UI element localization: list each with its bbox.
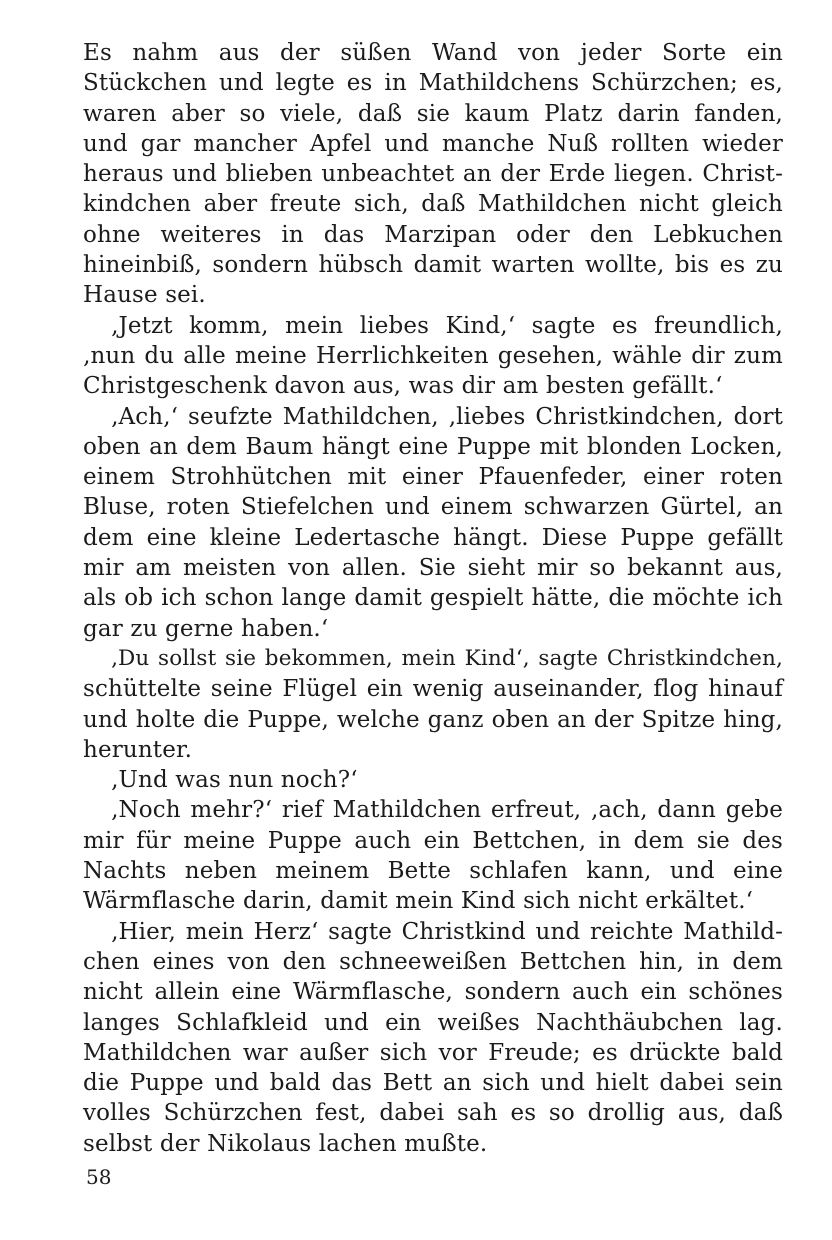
paragraph-6 (83, 795, 783, 916)
body-text (83, 38, 783, 1159)
paragraph-3 (83, 402, 783, 644)
text-line: Nachts neben meinem Bette schlafen kann, und eine (83, 858, 783, 885)
text-line: hineinbiß, sondern hübsch damit warten wollte, bis es zu (83, 252, 783, 279)
text-line: Stückchen und legte es in Mathildchens Schürzchen; es, (83, 70, 783, 97)
text-line: volles Schürzchen fest, dabei sah es so drollig aus, daß (83, 1100, 783, 1127)
text-line: als ob ich schon lange damit gespielt hätte, die möchte ich (83, 585, 783, 612)
text-line: heraus und blieben unbeachtet an der Erde liegen. Christ- (83, 161, 783, 188)
text-line: einem Strohhütchen mit einer Pfauenfeder, einer roten (83, 464, 783, 491)
text-line: ‚Du sollst sie bekommen, mein Kind‘, sagte Christkindchen, (111, 645, 783, 671)
text-line: oben an dem Baum hängt eine Puppe mit blonden Locken, (83, 433, 783, 460)
text-line: kindchen aber freute sich, daß Mathildchen nicht gleich (83, 191, 783, 218)
paragraph-2 (83, 311, 783, 402)
text-line: ‚Hier, mein Herz‘ sagte Christkind und reichte Mathild- (111, 918, 783, 945)
text-line: schüttelte seine Flügel ein wenig auseinander, flog hinauf (83, 676, 783, 703)
text-line: Mathildchen war außer sich vor Freude; es drückte bald (83, 1039, 783, 1066)
text-line: ‚Jetzt komm, mein liebes Kind,‘ sagte es freundlich, (111, 312, 783, 339)
text-line: Wärmflasche darin, damit mein Kind sich nicht erkältet.‘ (83, 888, 754, 915)
text-line: Es nahm aus der süßen Wand von jeder Sorte ein (83, 40, 783, 66)
text-line: ohne weiteres in das Marzipan oder den Lebkuchen (83, 221, 783, 248)
paragraph-7 (83, 917, 783, 1159)
text-line: gar zu gerne haben.‘ (83, 615, 329, 642)
text-line: Hause sei. (83, 282, 206, 309)
text-line: mir für meine Puppe auch ein Bettchen, in dem sie des (83, 827, 783, 854)
text-line: langes Schlafkleid und ein weißes Nachthäubchen lag. (83, 1009, 783, 1036)
paragraph-5 (83, 765, 783, 795)
text-line: selbst der Nikolaus lachen mußte. (83, 1130, 488, 1157)
text-line: Bluse, roten Stiefelchen und einem schwarzen Gürtel, an (83, 494, 783, 521)
text-line: mir am meisten von allen. Sie sieht mir so bekannt aus, (83, 555, 783, 582)
text-line: dem eine kleine Ledertasche hängt. Diese Puppe gefällt (83, 524, 783, 551)
text-line: ‚Und was nun noch?‘ (111, 767, 358, 794)
text-line: nicht allein eine Wärmflasche, sondern auch ein schönes (83, 979, 783, 1006)
text-line: chen eines von den schneeweißen Bettchen hin, in dem (83, 948, 783, 975)
text-line: waren aber so viele, daß sie kaum Platz darin fanden, (83, 100, 783, 127)
text-line: ‚nun du alle meine Herrlichkeiten gesehen, wähle dir zum (83, 342, 783, 369)
text-line: und holte die Puppe, welche ganz oben an der Spitze hing, (83, 706, 783, 733)
paragraph-1 (83, 38, 783, 311)
text-line: Christgeschenk davon aus, was dir am besten gefällt.‘ (83, 373, 723, 400)
text-line: und gar mancher Apfel und manche Nuß rollten wieder (83, 130, 783, 157)
paragraph-4 (83, 644, 783, 765)
text-line: ‚Noch mehr?‘ rief Mathildchen erfreut, ‚ach, dann gebe (111, 797, 783, 824)
text-line: ‚Ach,‘ seufzte Mathildchen, ‚liebes Christkindchen, dort (111, 403, 783, 430)
page-number: 58 (86, 1165, 112, 1189)
text-line: die Puppe und bald das Bett an sich und hielt dabei sein (83, 1070, 783, 1097)
text-line: herunter. (83, 736, 193, 763)
